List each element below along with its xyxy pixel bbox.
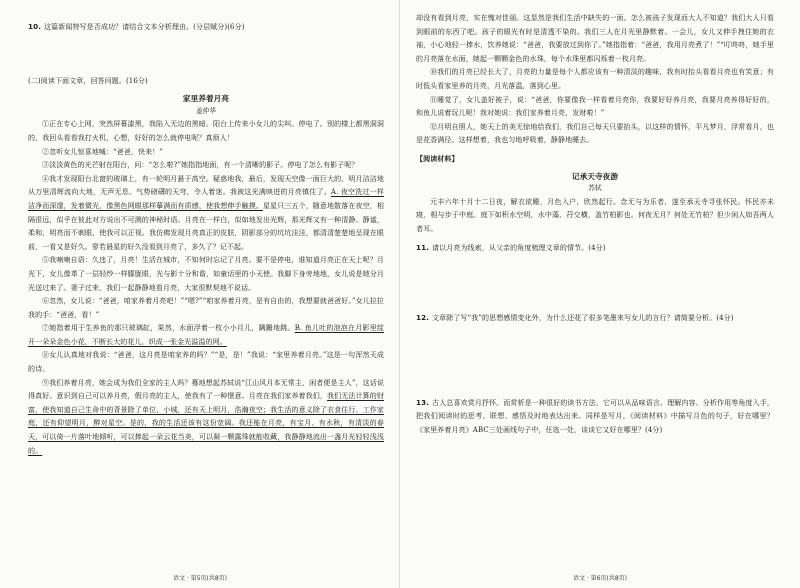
paragraph-8: ⑧女儿认真地对我说：“爸爸，这月亮是咱家养的吗？”“是，是！”我说：“家里养着月亮。”这是一句浑然天成的诗。 [28,351,384,374]
question-13 [416,396,774,438]
paragraph-4 [28,173,384,255]
question-11 [416,241,774,256]
paragraph-12: ⑫月明自照人，她天上的美无惊地给我们，我们自己每天只要抬头，以这样的情怀，平凡梦月，浮常看月，也是花香满径。这样想着，我也匀地呼吸着，静静地睡去。 [416,122,774,145]
underlined-sentence-c: 我们无法计算的财富，使我知道自己生命中的背景除了单位、小城，还有天上明月，浩瀚夜空；我生活的意义除了衣食住行、工作家庭，还有仰望明月，醉对星空。是的，我的生活还该有这份宽阔。我还能在月亮，有宝月、有水秋，有清淡的春天，可以倚一片落叶地倾听，可以捧起一朵云花当美，可以凝一颗露珠就能收藏，我静静地流出一盏月光轻轻浅浅的。 [28,392,384,455]
answer-space-12[interactable] [416,326,774,396]
underlined-sentence-b: B. 鱼儿吐的泡泡在月影里绽开一朵朵金色小花，不断长大的花儿，织成一张金光溢溢的网。 [28,324,384,346]
paragraph-6: ⑥忽然，女儿说：“爸爸，咱家养着月亮吧！”“嗯?”“咱家养着月亮，是有自由的，我想要就爸爸好。”女儿拉拉我的手：“爸爸，看！” [28,297,384,319]
article-author: 姜仲华 [195,106,217,115]
paragraph-11: ⑪睡觉了，女儿盖好被子，说：“爸爸，你要像我一样看着月亮你，我要好好养月亮，我要月亮养得好好的，和鱼儿说着玩儿呢！我对她说：我们家养着月亮，发财啦！” [416,95,774,118]
question-number: 12. [416,313,430,323]
paragraph-2: ②忽听女儿惊喜地喊：“爸爸，快来！” [42,147,163,156]
section-heading: (二)阅读下面文章，回答问题。(16分) [28,76,148,85]
page-6-column [400,0,800,588]
article-title: 家里养着月亮 [182,94,230,104]
question-number: 13. [416,397,430,407]
paragraph-9-text: ⑨我们养着月亮，她会成为我们全家的主人吗？蓦地想起苏轼说“江山风月本无常主，闲者便是主人”，这话说得真好。意识到自己可以养月亮，假月亮的主人，使我有了一种惬意。月亮在我们家养着我们， [28,378,384,401]
reading-material-tag: 【阅读材料】 [416,153,459,163]
question-text: 文章除了写“我”的思想感情变化外，为什么还花了很多笔墨来写女儿的言行？请简要分析。(4分) [432,314,734,323]
page-footer-left: 语文 · 第5页(共8页) [172,575,228,582]
paragraph-9 [28,377,384,459]
paragraph-5: ⑤我喃喃自语：久违了，月亮！生活在城市，不知何时忘记了月亮。要不是停电，谁知道月亮正在天上呢？月光下，女儿像革了一层轻纱一样朦胧眼，光与影十分和谐，如童话里的小天使。我脚下身旁地地，女儿说是她分月光送过来了。妻子过来，我们一起静静地看月亮，大家很默契地不说话。 [28,256,384,292]
question-text: 这篇新闻特写是否成功？请结合文本分析理由。(分层赋分)(6分) [44,23,245,31]
question-number: 11. [416,242,430,252]
answer-space-11[interactable] [416,255,774,311]
question-number: 10. [28,22,42,31]
material-author: 苏轼 [588,184,602,193]
material-text: 元丰六年十月十二日夜，解衣欲睡，月色入户，欣然起行。念无与为乐者，遂至承天寺寻张怀民。怀民亦未寝，相与步于中庭。庭下如积水空明，水中藻、荇交横，盖竹柏影也。何夜无月？何处无竹柏？但少闲人如吾两人者耳。 [416,197,774,233]
paragraph-4-text-cont: 星星只三五个，随意地散落在夜空，相隔很远，似乎在彼此对方说出不可测的神秘时语。月亮在一样白，似如地发出光辉，那光辉又有一种清静、静谧，柔和，明亮而不刺眼，使我可以正视。我仿佛发现月亮真正的皮肤，阴影部分的坑坑洼洼，都清清楚楚地呈现在眼前，一看又是好久。寥若晨星的好久没看到月亮了，多久了？记不起。 [28,201,384,251]
question-10 [28,20,384,35]
paragraph-1: ①正在专心上网，突然屏幕漆黑，我陷入无边的黑暗。阳台上传来小女儿的尖叫。停电了。别的楼上都黑洞洞的，我回头看看我打火机，心想，好好的怎么就停电呢？真烦人！ [28,120,384,142]
paragraph-7-text: ⑦她指着用于生养鱼的那只玻璃缸，果然，水面浮着一枚小小月儿，蹒跚地跳。 [42,324,295,333]
material-title: 记承天寺夜游 [571,171,619,181]
underlined-sentence-a: A. 夜空洗过一样洁净而深邃，发着微光，像黑色网眼那样摹满而有质感，使我想伸手触摸。 [28,188,385,210]
paragraph-3: ③淡淡黄色的光芒射在阳台，问：“怎么啦?”她指指地面，有一个清晰的影子。停电了怎么有影子呢？ [42,161,359,170]
question-text: 请以月亮为线索，从父亲的角度梳理文章的情节。(4分) [432,243,606,252]
paragraph-9-continued: 却没有看到月亮，实在愧对佳丽。这显然是我们生活中缺失的一面。怎么被孩子发现而大人不知道？我们大人只看到眼前的东西了吧。孩子的眼光有时是清透不染的。我们三人在月光里静默着。一会儿，女儿又伸手拽住她的衣袖，小心地轻一捧水，饮养她说：“爸爸，我要放过到你了。”她指指着：“爸爸，我用月亮煮了！”“叮咚咚，她手里的月亮落在水面，她起一颗颗金色的水珠，每个水珠里都闪烁着一枚月亮。 [416,14,774,63]
paragraph-10: ⑩我们的月亮已经长大了，月亮的力量是每个人都应该有一种清淡的趣味，我有时抬头看看月亮也有笑意；有时低头看家里养的月亮，月光落温，落到心里。 [416,68,774,90]
question-12 [416,311,774,326]
question-text: 古人总喜欢赏月抒怀。而赏析是一种很好的读书方法，它可以从品味语言、理解内容、分析作用等角度入手，把我们阅读时的思考、联想、感悟及时地表达出来。同样是写月，《阅读材料》中描写月色的句子，好在哪里？《家里养着月亮》ABC三处画线句子中，任选一处，谈谈它又好在哪里？(4分) [416,398,774,434]
page-footer-right: 语文 · 第6页(共8页) [572,575,628,582]
paragraph-7 [28,322,384,349]
paragraph-4-text: ④我才发现阳台北窗的玻璃上，有一轮明月悬于高空。疑惑地我，最后，发现天空像一面巨大的、明月洁洁地从万里清辉流向大地，无声无息。气势磅礴的天穹，令人着迷。我被这光满映进的月亮镇住了。 [28,174,384,197]
